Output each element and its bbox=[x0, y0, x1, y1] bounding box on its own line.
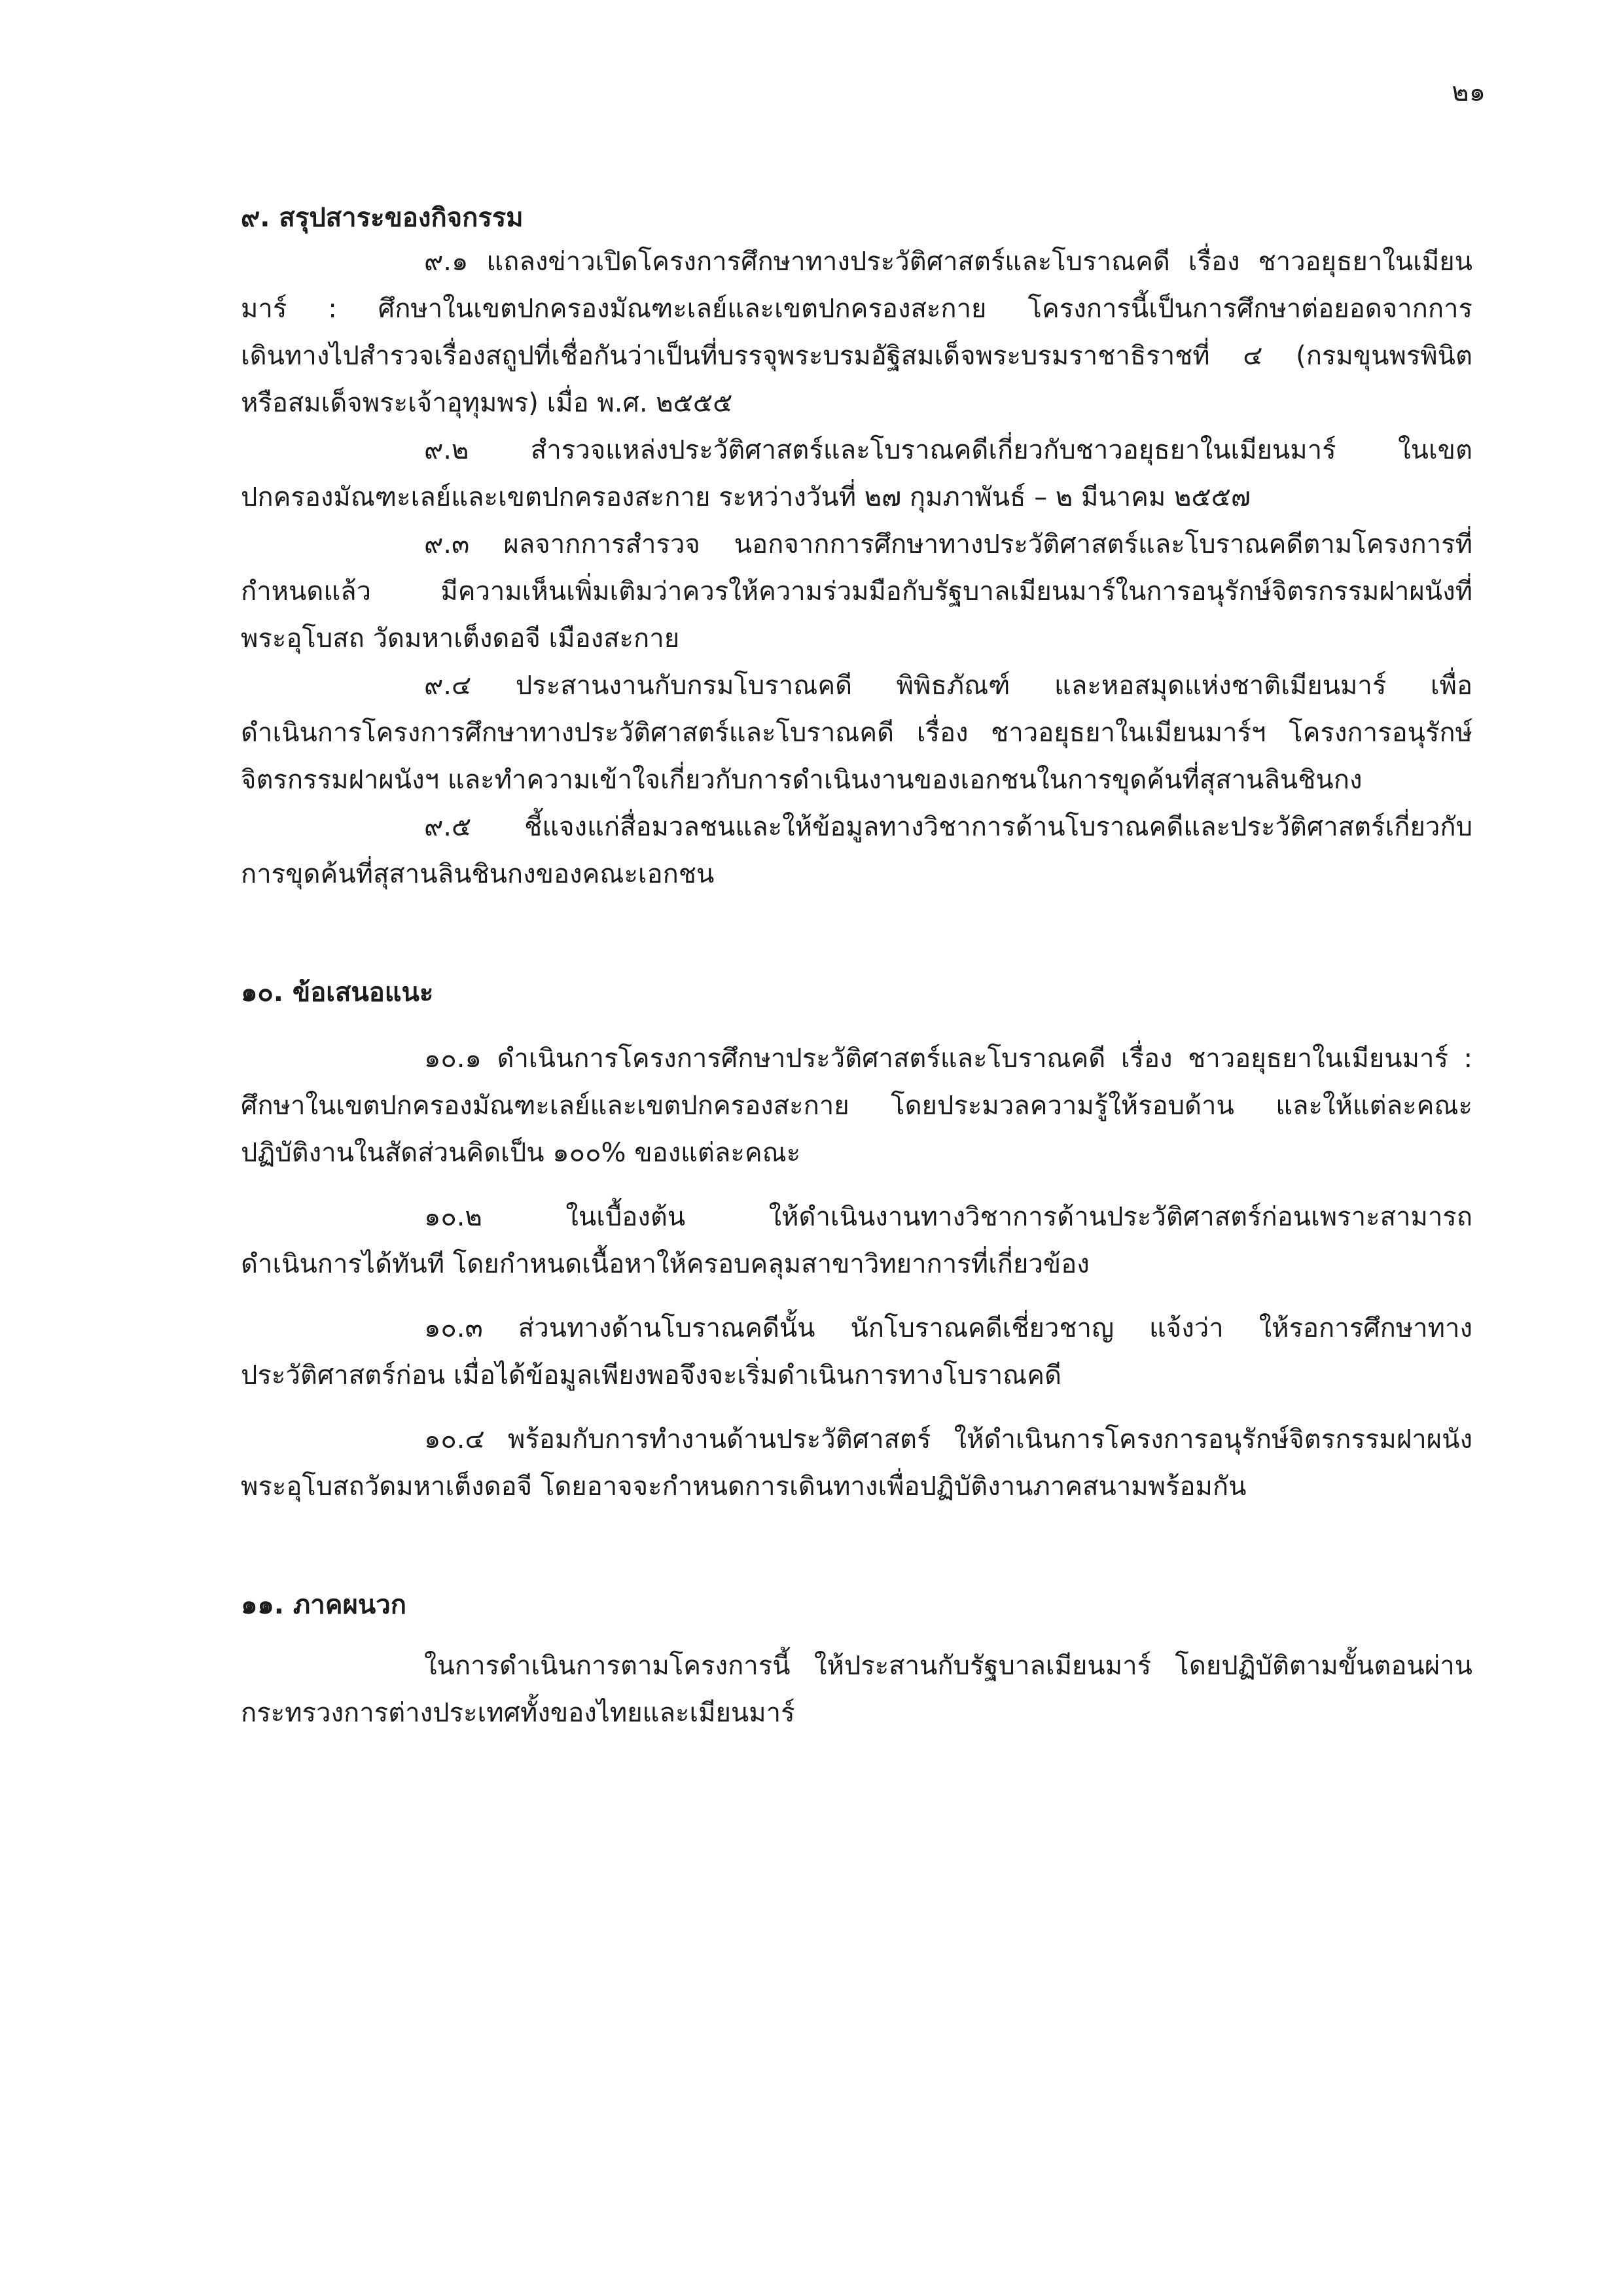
page-number: ๒๑ bbox=[1452, 77, 1486, 107]
paragraph-line: ในการดำเนินการตามโครงการนี้ ให้ประสานกับรัฐบาลเมียนมาร์ โดยปฏิบัติตามขั้นตอนผ่าน bbox=[424, 1651, 1472, 1681]
paragraph-line: ๑๐.๓ ส่วนทางด้านโบราณคดีนั้น นักโบราณคดีเชี่ยวชาญ แจ้งว่า ให้รอการศึกษาทาง bbox=[424, 1313, 1472, 1343]
paragraph-line: เดินทางไปสำรวจเรื่องสถูปที่เชื่อกันว่าเป็นที่บรรจุพระบรมอัฐิสมเด็จพระบรมราชาธิราชที่ ๔ (กรมขุนพรพินิต bbox=[241, 341, 1472, 371]
paragraph-line: ๙.๔ ประสานงานกับกรมโบราณคดี พิพิธภัณฑ์ และหอสมุดแห่งชาติเมียนมาร์ เพื่อ bbox=[424, 671, 1472, 701]
paragraph-line: ประวัติศาสตร์ก่อน เมื่อได้ข้อมูลเพียงพอจึงจะเริ่มดำเนินการทางโบราณคดี bbox=[241, 1360, 1062, 1390]
paragraph-line: หรือสมเด็จพระเจ้าอุทุมพร) เมื่อ พ.ศ. ๒๕๕๕ bbox=[241, 388, 733, 418]
paragraph-line: ๑๐.๔ พร้อมกับการทำงานด้านประวัติศาสตร์ ให้ดำเนินการโครงการอนุรักษ์จิตรกรรมฝาผนัง bbox=[424, 1424, 1472, 1455]
paragraph-line: พระอุโบสถวัดมหาเต็งดอจี โดยอาจจะกำหนดการเดินทางเพื่อปฏิบัติงานภาคสนามพร้อมกัน bbox=[241, 1472, 1247, 1502]
paragraph-line: ปกครองมัณฑะเลย์และเขตปกครองสะกาย ระหว่างวันที่ ๒๗ กุมภาพันธ์ – ๒ มีนาคม ๒๕๕๗ bbox=[241, 482, 1251, 512]
paragraph-line: ศึกษาในเขตปกครองมัณฑะเลย์และเขตปกครองสะกาย โดยประมวลความรู้ให้รอบด้าน และให้แต่ละคณะ bbox=[241, 1091, 1472, 1121]
paragraph-line: ๑๐.๑ ดำเนินการโครงการศึกษาประวัติศาสตร์และโบราณคดี เรื่อง ชาวอยุธยาในเมียนมาร์ : bbox=[424, 1044, 1472, 1074]
paragraph-line: มาร์ : ศึกษาในเขตปกครองมัณฑะเลย์และเขตปกครองสะกาย โครงการนี้เป็นการศึกษาต่อยอดจากการ bbox=[241, 294, 1472, 324]
paragraph-line: ดำเนินการได้ทันที โดยกำหนดเนื้อหาให้ครอบคลุมสาขาวิทยาการที่เกี่ยวข้อง bbox=[241, 1249, 1090, 1279]
paragraph-line: ๙.๑ แถลงข่าวเปิดโครงการศึกษาทางประวัติศาสตร์และโบราณคดี เรื่อง ชาวอยุธยาในเมียน bbox=[424, 247, 1473, 277]
paragraph-line: จิตรกรรมฝาผนังฯ และทำความเข้าใจเกี่ยวกับการดำเนินงานของเอกชนในการขุดค้นที่สุสานลินชินกง bbox=[241, 765, 1363, 795]
paragraph-line: ๙.๓ ผลจากการสำรวจ นอกจากการศึกษาทางประวัติศาสตร์และโบราณคดีตามโครงการที่ bbox=[424, 529, 1472, 559]
section-heading-recommendations: ๑๐. ข้อเสนอแนะ bbox=[241, 978, 434, 1008]
paragraph-line: การขุดค้นที่สุสานลินชินกงของคณะเอกชน bbox=[241, 859, 715, 889]
paragraph-line: พระอุโบสถ วัดมหาเต็งดอจี เมืองสะกาย bbox=[241, 624, 680, 654]
paragraph-line: ๙.๕ ชี้แจงแก่สื่อมวลชนและให้ข้อมูลทางวิชาการด้านโบราณคดีและประวัติศาสตร์เกี่ยวกับ bbox=[424, 812, 1472, 842]
paragraph-line: กำหนดแล้ว มีความเห็นเพิ่มเติมว่าควรให้ความร่วมมือกับรัฐบาลเมียนมาร์ในการอนุรักษ์จิตรกรรมฝาผนังที่ bbox=[241, 576, 1472, 607]
paragraph-line: ๑๐.๒ ในเบื้องต้น ให้ดำเนินงานทางวิชาการด้านประวัติศาสตร์ก่อนเพราะสามารถ bbox=[424, 1202, 1472, 1232]
paragraph-line: ๙.๒ สำรวจแหล่งประวัติศาสตร์และโบราณคดีเกี่ยวกับชาวอยุธยาในเมียนมาร์ ในเขต bbox=[424, 435, 1472, 465]
paragraph-line: กระทรวงการต่างประเทศทั้งของไทยและเมียนมาร์ bbox=[241, 1698, 795, 1728]
section-heading-summary: ๙. สรุปสาระของกิจกรรม bbox=[241, 203, 524, 233]
section-heading-appendix: ๑๑. ภาคผนวก bbox=[241, 1590, 406, 1620]
paragraph-line: ดำเนินการโครงการศึกษาทางประวัติศาสตร์และโบราณคดี เรื่อง ชาวอยุธยาในเมียนมาร์ฯ โครงการอนุรักษ์ bbox=[241, 718, 1473, 748]
paragraph-line: ปฏิบัติงานในสัดส่วนคิดเป็น ๑๐๐% ของแต่ละคณะ bbox=[241, 1138, 801, 1168]
